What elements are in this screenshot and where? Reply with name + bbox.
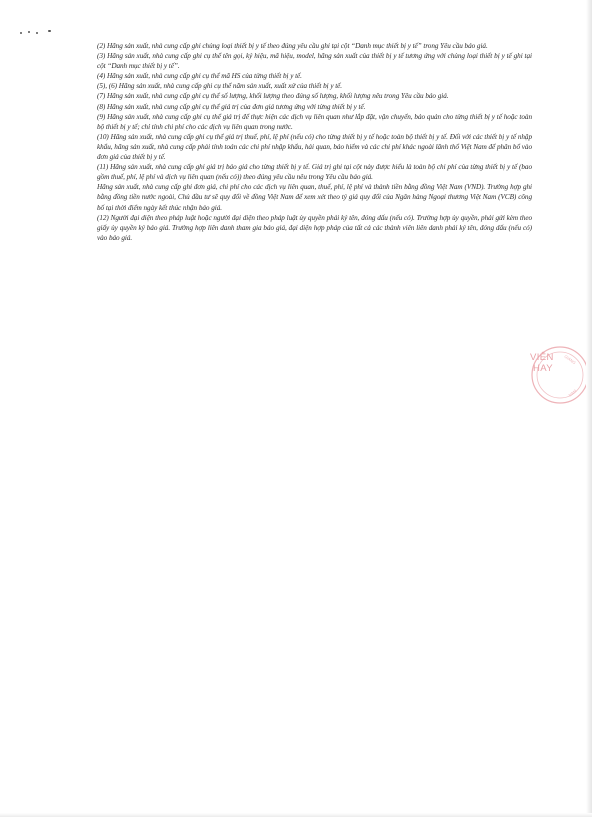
seal-text-line1: VIÊN (530, 352, 554, 363)
svg-text:GIANG: GIANG (563, 353, 577, 366)
note-12: (12) Người đại diện theo pháp luật hoặc người đại diện theo pháp luật ủy quyền phải ký tên, đóng dấu (nếu có). Trường hợp ủy quyền, phải gửi kèm theo giấy ủy quyền ký báo giá. Trường hợp liên danh tham gia báo giá, đại diện hợp pháp của tất cả các thành viên liên danh phải ký tên, đóng dấu (nếu có) vào báo giá. (97, 213, 532, 242)
note-11: (11) Hãng sản xuất, nhà cung cấp ghi giá trị báo giá cho từng thiết bị y tế. Giá trị ghi tại cột này được hiểu là toàn bộ chi phí của từng thiết bị y tế (bao gồm thuế, phí, lệ phí và dịch vụ liên quan (nếu có)) theo đúng yêu cầu nêu trong Yêu cầu báo giá. (97, 163, 532, 182)
svg-text:NAM: NAM (567, 388, 578, 398)
note-5-6: (5), (6) Hãng sản xuất, nhà cung cấp ghi cụ thể năm sản xuất, xuất xứ của thiết bị y tế. (97, 82, 343, 91)
note-7: (7) Hãng sản xuất, nhà cung cấp ghi cụ thể số lượng, khối lượng theo đúng số lượng, khối lượng nêu trong Yêu cầu báo giá. (97, 92, 449, 101)
note-8: (8) Hãng sản xuất, nhà cung cấp ghi cụ thể giá trị của đơn giá tương ứng với từng thiết bị y tế. (97, 102, 366, 111)
page-bottom-shadow (0, 813, 592, 817)
note-4: (4) Hãng sản xuất, nhà cung cấp ghi cụ thể mã HS của từng thiết bị y tế. (97, 72, 302, 81)
scan-artifact (20, 30, 60, 36)
note-2: (2) Hãng sản xuất, nhà cung cấp ghi chủng loại thiết bị y tế theo đúng yêu cầu ghi tại cột “Danh mục thiết bị y tế” trong Yêu cầu báo giá. (97, 42, 488, 50)
note-10: (10) Hãng sản xuất, nhà cung cấp ghi cụ thể giá trị thuế, phí, lệ phí (nếu có) cho từng thiết bị y tế hoặc toàn bộ thiết bị y tế. Đối với các thiết bị y tế nhập khẩu, hãng sản xuất, nhà cung cấp phải tính toán các chi phí nhập khẩu, hải quan, bảo hiểm và các chi phí khác ngoài lãnh thổ Việt Nam để phân bổ vào đơn giá của thiết bị y tế. (97, 132, 532, 162)
note-9: (9) Hãng sản xuất, nhà cung cấp ghi cụ thể giá trị để thực hiện các dịch vụ liên quan như lắp đặt, vận chuyển, bảo quản cho từng thiết bị y tế hoặc toàn bộ thiết bị y tế; chỉ tính chi phí cho các dịch vụ liên quan trong nước. (97, 112, 532, 131)
seal-text-line2: HAY (533, 363, 554, 374)
notes-section (97, 41, 532, 243)
page-edge-shadow (586, 0, 592, 817)
company-seal (520, 345, 592, 417)
note-3: (3) Hãng sản xuất, nhà cung cấp ghi cụ thể tên gọi, ký hiệu, mã hiệu, model, hãng sản xuất của thiết bị y tế tương ứng với chủng loại thiết bị y tế ghi tại cột “Danh mục thiết bị y tế”. (97, 52, 532, 71)
currency-note: Hãng sản xuất, nhà cung cấp ghi đơn giá, chi phí cho các dịch vụ liên quan, thuế, phí, lệ phí và thành tiền bằng đồng Việt Nam (VND). Trường hợp ghi bằng đồng tiền nước ngoài, Chủ đầu tư sẽ quy đổi về đồng Việt Nam để xem xét theo tỷ giá quy đổi của Ngân hàng Ngoại thương Việt Nam (VCB) công bố tại thời điểm ngày kết thúc nhận báo giá. (97, 183, 532, 212)
